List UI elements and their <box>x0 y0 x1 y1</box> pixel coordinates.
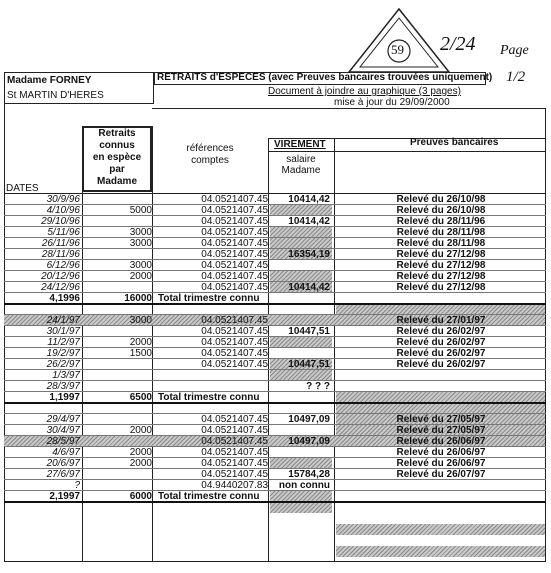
date-cell: 30/9/96 <box>46 194 80 205</box>
reference-cell: 04.0521407.45 <box>201 260 268 271</box>
reference-cell: 04.0521407.45 <box>201 414 268 425</box>
retrait-cell: 2000 <box>129 458 152 469</box>
retrait-cell: 3000 <box>129 260 152 271</box>
preuve-cell: Relevé du 26/02/97 <box>396 326 486 337</box>
table-row <box>0 249 551 260</box>
preuve-cell: Relevé du 26/10/98 <box>396 194 486 205</box>
virement-cell: 10414,42 <box>288 194 330 205</box>
date-cell: 28/11/96 <box>41 249 80 260</box>
preuve-cell: Relevé du 26/06/97 <box>396 458 486 469</box>
references-header: références comptes <box>186 143 234 166</box>
virement-cell: 15784,28 <box>288 469 330 480</box>
retrait-cell: 3000 <box>129 315 152 326</box>
virement-cell: 10414,42 <box>288 216 330 227</box>
reference-cell: 04.0521407.45 <box>201 436 268 447</box>
date-cell: 29/10/96 <box>41 216 80 227</box>
separator-row <box>0 403 551 414</box>
table-row <box>0 436 551 447</box>
stamp-number: 59 <box>391 42 404 57</box>
table-row <box>0 414 551 425</box>
date-cell: 1,1997 <box>49 392 80 403</box>
virement-header: VIREMENT <box>274 139 326 150</box>
date-cell: 27/6/97 <box>46 469 80 480</box>
total-row <box>0 293 551 304</box>
date-cell: 19/2/97 <box>46 348 80 359</box>
date-cell: 28/3/97 <box>46 381 80 392</box>
retrait-cell: 16000 <box>124 293 152 304</box>
table-row <box>0 458 551 469</box>
retrait-cell: 3000 <box>129 227 152 238</box>
date-cell: 4/10/96 <box>46 205 80 216</box>
reference-cell: 04.0521407.45 <box>201 238 268 249</box>
reference-cell: 04.0521407.45 <box>201 282 268 293</box>
retrait-cell: 6500 <box>129 392 152 403</box>
dates-header: DATES <box>6 183 39 194</box>
reference-cell: 04.0521407.45 <box>201 194 268 205</box>
reference-cell: 04.0521407.45 <box>201 216 268 227</box>
preuve-cell: Relevé du 27/01/97 <box>396 315 486 326</box>
preuve-cell: Relevé du 26/06/97 <box>396 436 486 447</box>
total-row <box>0 491 551 502</box>
preuve-cell: Relevé du 27/05/97 <box>396 425 486 436</box>
preuve-cell: Relevé du 26/07/97 <box>396 469 486 480</box>
preuve-cell: Relevé du 27/12/98 <box>396 282 486 293</box>
preuve-cell: Relevé du 27/12/98 <box>396 260 486 271</box>
virement-subheader: salaire Madame <box>281 154 321 176</box>
retrait-cell: 2000 <box>129 271 152 282</box>
doc-subtitle: Document à joindre au graphique (3 pages) <box>268 86 461 97</box>
reference-cell: 04.9440207.83 <box>201 480 268 491</box>
table-row <box>0 425 551 436</box>
preuve-cell: Relevé du 28/11/96 <box>396 216 486 227</box>
preuve-cell: Relevé du 27/12/98 <box>396 271 486 282</box>
virement-cell: 16354,19 <box>288 249 330 260</box>
virement-cell: 10497,09 <box>288 436 330 447</box>
stamp-triangle-icon <box>346 6 452 76</box>
date-cell: 28/5/97 <box>46 436 80 447</box>
handwritten-page-fraction: 1/2 <box>506 69 526 85</box>
retrait-cell: 3000 <box>129 238 152 249</box>
table-row <box>0 348 551 359</box>
reference-cell: Total trimestre connu <box>158 293 260 304</box>
reference-cell: 04.0521407.45 <box>201 315 268 326</box>
preuves-header: Preuves bancaires <box>410 137 499 148</box>
virement-cell: 10447,51 <box>288 359 330 370</box>
date-cell: 5/11/96 <box>47 227 80 238</box>
retrait-cell: 1500 <box>129 348 152 359</box>
reference-cell: 04.0521407.45 <box>201 249 268 260</box>
client-name: Madame FORNEY <box>7 75 92 86</box>
preuve-cell: Relevé du 27/12/98 <box>396 249 486 260</box>
date-cell: 30/1/97 <box>46 326 80 337</box>
reference-cell: 04.0521407.45 <box>201 227 268 238</box>
total-row <box>0 392 551 403</box>
virement-cell: ? ? ? <box>306 381 330 392</box>
handwritten-ref: 2/24 <box>440 33 476 55</box>
preuve-cell: Relevé du 26/02/97 <box>396 348 486 359</box>
retrait-cell: 5000 <box>129 205 152 216</box>
header-mid-line <box>268 151 546 152</box>
reference-cell: 04.0521407.45 <box>201 348 268 359</box>
retrait-cell: 2000 <box>129 447 152 458</box>
reference-cell: 04.0521407.45 <box>201 337 268 348</box>
reference-cell: 04.0521407.45 <box>201 205 268 216</box>
table-row <box>0 326 551 337</box>
table-row <box>0 238 551 249</box>
reference-cell: 04.0521407.45 <box>201 469 268 480</box>
reference-cell: 04.0521407.45 <box>201 359 268 370</box>
preuve-cell: Relevé du 28/11/98 <box>396 238 486 249</box>
doc-title: RETRAITS d'ESPECES (avec Preuves bancaires trouvées uniquement) <box>157 72 493 83</box>
retraits-header: Retraits connus en espèce par Madame <box>92 128 142 187</box>
handwritten-page-label: Page <box>500 43 529 58</box>
table-row <box>0 359 551 370</box>
table-row <box>0 370 551 381</box>
date-cell: 30/4/97 <box>46 425 80 436</box>
table-row <box>0 469 551 480</box>
date-cell: ? <box>74 480 80 491</box>
table-row <box>0 315 551 326</box>
preuve-cell: Relevé du 26/06/97 <box>396 447 486 458</box>
table-row <box>0 337 551 348</box>
table-row <box>0 205 551 216</box>
preuve-cell: Relevé du 26/02/97 <box>396 337 486 348</box>
preuve-cell: Relevé du 26/02/97 <box>396 359 486 370</box>
retrait-cell: 2000 <box>129 337 152 348</box>
date-cell: 6/12/96 <box>46 260 80 271</box>
reference-cell: 04.0521407.45 <box>201 326 268 337</box>
table-row <box>0 480 551 491</box>
date-cell: 11/2/97 <box>47 337 80 348</box>
table-row <box>0 227 551 238</box>
row-divider <box>4 501 546 503</box>
date-cell: 24/12/96 <box>41 282 80 293</box>
frame-bottom-line <box>4 561 546 562</box>
retrait-cell: 6000 <box>129 491 152 502</box>
table-row <box>0 381 551 392</box>
retrait-cell: 2000 <box>129 425 152 436</box>
date-cell: 20/6/97 <box>46 458 80 469</box>
date-cell: 26/2/97 <box>46 359 80 370</box>
reference-cell: 04.0521407.45 <box>201 447 268 458</box>
table-row <box>0 271 551 282</box>
date-cell: 24/1/97 <box>46 315 80 326</box>
separator-row <box>0 304 551 315</box>
virement-cell: 10414,42 <box>288 282 330 293</box>
table-row <box>0 260 551 271</box>
date-cell: 4/6/97 <box>52 447 80 458</box>
virement-cell: non connu <box>278 480 330 491</box>
reference-cell: 04.0521407.45 <box>201 425 268 436</box>
date-cell: 26/11/96 <box>41 238 80 249</box>
reference-cell: Total trimestre connu <box>158 392 260 403</box>
date-cell: 2,1997 <box>49 491 80 502</box>
update-date: mise à jour du 29/09/2000 <box>334 97 450 108</box>
preuve-cell: Relevé du 27/05/97 <box>396 414 486 425</box>
date-cell: 4,1996 <box>49 293 80 304</box>
table-row <box>0 216 551 227</box>
preuve-cell: Relevé du 26/10/98 <box>396 205 486 216</box>
reference-cell: 04.0521407.45 <box>201 271 268 282</box>
date-cell: 20/12/96 <box>41 271 80 282</box>
table-row <box>0 282 551 293</box>
date-cell: 29/4/97 <box>46 414 80 425</box>
reference-cell: 04.0521407.45 <box>201 458 268 469</box>
frame-top-line <box>152 108 546 109</box>
preuve-cell: Relevé du 28/11/98 <box>396 227 486 238</box>
virement-cell: 10497,09 <box>288 414 330 425</box>
data-table <box>0 194 551 562</box>
date-cell: 1/3/97 <box>52 370 80 381</box>
reference-cell: Total trimestre connu <box>158 491 260 502</box>
virement-cell: 10447,51 <box>288 326 330 337</box>
client-city: St MARTIN D'HERES <box>7 90 104 101</box>
table-row <box>0 194 551 205</box>
table-row <box>0 447 551 458</box>
